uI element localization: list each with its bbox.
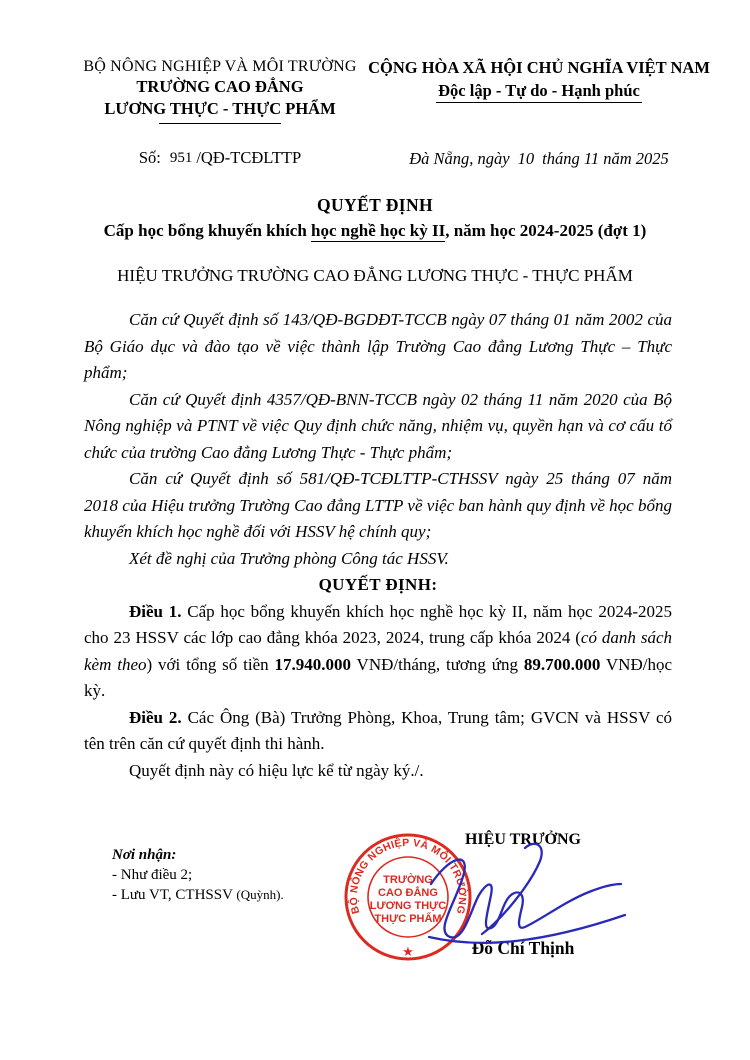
school-name-line2: LƯƠNG THỰC - THỰC PHẨM — [104, 99, 336, 118]
stamp-center-line: CAO ĐẲNG — [378, 887, 438, 899]
preamble-paragraph: Xét đề nghị của Trưởng phòng Công tác HSSV. — [129, 548, 449, 568]
preamble-paragraph: Căn cứ Quyết định 4357/QĐ-BNN-TCCB ngày 02 tháng 11 năm 2020 của Bộ Nông nghiệp và PTNT về việc Quy định chức năng, nhiệm vụ, quyền hạn và cơ cấu tổ chức của trường Cao đẳng Lương Thực - Thực phẩm; — [84, 389, 672, 462]
issuer-line: HIỆU TRƯỞNG TRƯỜNG CAO ĐẲNG LƯƠNG THỰC - THỰC PHẨM — [117, 266, 633, 285]
recipient-item — [112, 885, 284, 905]
article-2-label: Điều 2. — [129, 707, 182, 727]
date-prefix: Đà Nẵng, ngày — [409, 149, 510, 168]
header-left-block — [70, 58, 370, 124]
school-name-line1: TRƯỜNG CAO ĐẲNG — [136, 77, 304, 96]
number-label: Số: — [138, 148, 161, 167]
subtitle-pre: Cấp học bổng khuyến khích — [103, 221, 312, 240]
article-1-text: VNĐ/học kỳ. — [84, 654, 672, 700]
recipients-label: Nơi nhận: — [112, 847, 177, 863]
subtitle-post: , năm học 2024-2025 (đợt 1) — [445, 221, 647, 240]
date-day: 10 — [517, 149, 535, 168]
article-1-paragraph — [84, 599, 672, 705]
preamble-paragraph: Căn cứ Quyết định số 143/QĐ-BGDĐT-TCCB ngày 07 tháng 01 năm 2002 của Bộ Giáo dục và đào tạo về việc thành lập Trường Cao đẳng Lương Thực – Thực phẩm; — [84, 310, 672, 382]
preamble-paragraph: Căn cứ Quyết định số 581/QĐ-TCĐLTTP-CTHSSV ngày 25 tháng 07 năm 2018 của Hiệu trưởng Trường Cao đẳng LTTP về việc ban hành quy định về học bổng khuyến khích học nghề đối với HSSV hệ chính quy; — [84, 469, 672, 541]
place-date-line — [363, 149, 715, 169]
ministry-name: BỘ NÔNG NGHIỆP VÀ MÔI TRƯỜNG — [83, 58, 357, 75]
document-title: QUYẾT ĐỊNH — [317, 195, 433, 215]
recipient-note: (Quỳnh). — [236, 887, 284, 902]
number-value: 951 — [169, 150, 193, 166]
recipient-item: - Như điều 2; — [112, 867, 193, 883]
stamp-center-line: LƯƠNG THỰC — [369, 900, 447, 912]
signature-stroke — [429, 915, 625, 943]
decision-heading: QUYẾT ĐỊNH: — [318, 575, 438, 594]
preamble-section — [84, 307, 672, 572]
stamp-center-line: THỰC PHẨM — [374, 913, 442, 925]
school-name-underline — [159, 123, 281, 124]
document-subtitle — [0, 221, 750, 241]
signer-name: Đỗ Chí Thịnh — [471, 938, 575, 958]
header-right-block — [363, 58, 715, 103]
article-1-label: Điều 1. — [129, 601, 182, 621]
article-1-note: có danh sách kèm theo — [84, 628, 672, 674]
effective-clause: Quyết định này có hiệu lực kể từ ngày ký./. — [129, 760, 424, 780]
stamp-center-line: TRƯỜNG — [383, 874, 433, 886]
signer-title: HIỆU TRƯỞNG — [464, 831, 581, 848]
document-number-line — [70, 148, 370, 168]
amount-per-term: 89.700.000 — [523, 654, 601, 674]
recipients-block — [112, 845, 284, 905]
subtitle-underlined: học nghề học kỳ II — [311, 221, 446, 240]
article-1-text: Cấp học bổng khuyến khích học nghề học kỳ II, năm học 2024-2025 cho 23 HSSV các lớp cao đẳng khóa 2023, 2024, trung cấp khóa 2024 ( — [84, 601, 673, 647]
document-body — [84, 307, 672, 784]
stamp-ring-text: BỘ NÔNG NGHIỆP VÀ MÔI TRƯỜNG — [347, 836, 469, 916]
article-1-text: VNĐ/tháng, tương ứng — [351, 654, 524, 674]
recipient-item-text: - Lưu VT, CTHSSV — [112, 887, 237, 903]
national-motto: Độc lập - Tự do - Hạnh phúc — [436, 81, 642, 103]
amount-per-month: 17.940.000 — [274, 654, 351, 674]
article-2-paragraph — [84, 705, 672, 758]
number-suffix: /QĐ-TCĐLTTP — [196, 148, 302, 167]
handwritten-signature — [413, 840, 641, 948]
article-2-text: Các Ông (Bà) Trưởng Phòng, Khoa, Trung tâm; GVCN và HSSV có tên trên căn cứ quyết định thi hành. — [84, 707, 672, 753]
article-1-text: ) với tổng số tiền — [146, 654, 275, 674]
date-suffix: tháng 11 năm 2025 — [542, 149, 669, 168]
title-block — [0, 195, 750, 286]
national-header: CỘNG HÒA XÃ HỘI CHỦ NGHĨA VIỆT NAM — [368, 58, 710, 77]
stamp-star-icon: ★ — [402, 944, 414, 959]
